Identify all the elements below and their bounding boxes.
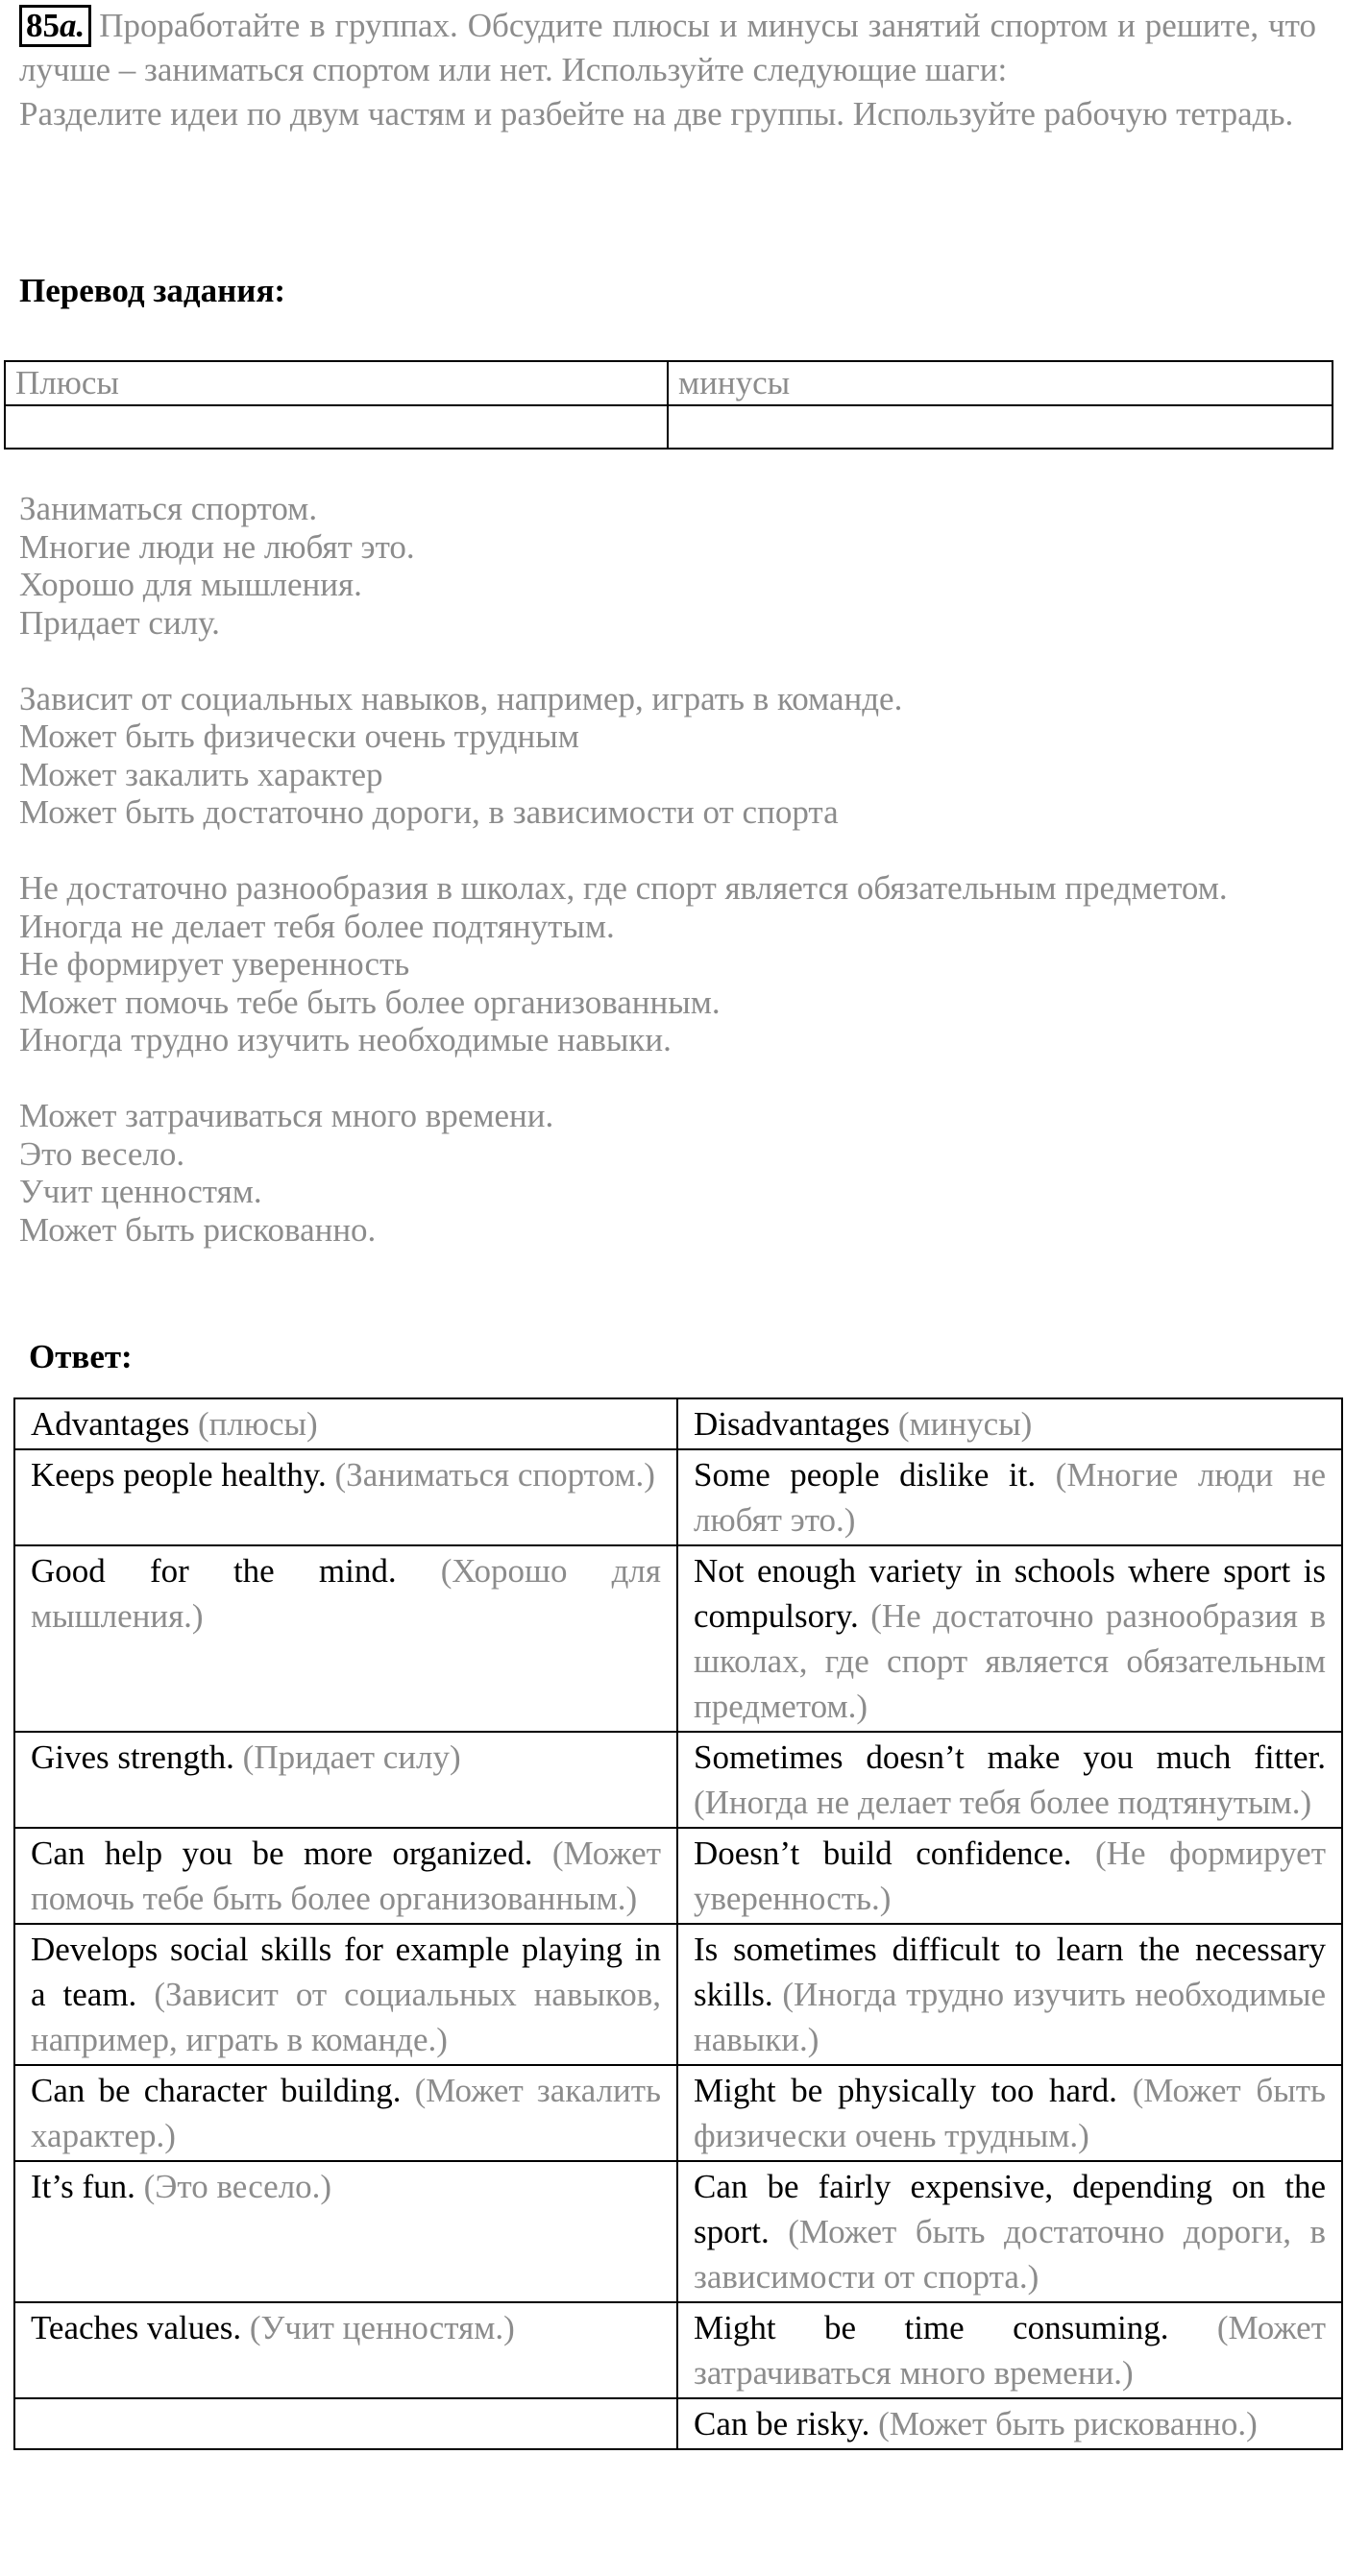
phrase: Иногда трудно изучить необходимые навыки. bbox=[19, 1021, 672, 1058]
disadvantage-translation: (Иногда не делает тебя более подтянутым.) bbox=[694, 1784, 1312, 1821]
task-number: 85 bbox=[26, 7, 60, 44]
phrase-group bbox=[19, 1097, 1316, 1249]
disadvantage-text: Some people dislike it. bbox=[694, 1456, 1037, 1494]
disadvantage-text: Sometimes doesn’t make you much fitter. bbox=[694, 1738, 1326, 1776]
table-row bbox=[14, 2302, 1342, 2398]
disadvantage-text: Doesn’t build confidence. bbox=[694, 1835, 1072, 1872]
advantage-translation: (Может закалить характер.) bbox=[31, 2072, 662, 2154]
answer-table-header bbox=[14, 1398, 1342, 1449]
phrase: Многие люди не любят это. bbox=[19, 527, 415, 566]
task-letter: a. bbox=[60, 7, 86, 44]
disadvantage-cell bbox=[677, 1545, 1342, 1732]
table-row bbox=[14, 2161, 1342, 2302]
disadvantage-text: Can be risky. bbox=[694, 2405, 870, 2442]
advantage-translation: (Заниматься спортом.) bbox=[334, 1456, 655, 1494]
task-instruction-2: Разделите идеи по двум частям и разбейте на две группы. Используйте рабочую тетрадь. bbox=[19, 95, 1294, 133]
disadvantage-cell bbox=[677, 1924, 1342, 2065]
advantage-translation: (Придает силу) bbox=[242, 1738, 461, 1776]
empty-cell bbox=[5, 405, 668, 449]
blank-pros-cons-table bbox=[4, 360, 1333, 450]
cons-header-cell: минусы bbox=[668, 361, 1333, 405]
advantage-cell bbox=[14, 2065, 677, 2161]
phrase: Может быть достаточно дороги, в зависимости от спорта bbox=[19, 793, 839, 831]
advantage-cell bbox=[14, 2302, 677, 2398]
advantage-text: Can be character building. bbox=[31, 2072, 402, 2109]
disadvantage-cell bbox=[677, 2161, 1342, 2302]
disadvantages-header bbox=[677, 1398, 1342, 1449]
task-instruction-1 bbox=[19, 4, 1316, 92]
empty-cell bbox=[668, 405, 1333, 449]
disadvantages-label-ru: (минусы) bbox=[897, 1405, 1033, 1443]
disadvantage-translation: (Не формирует уверенность.) bbox=[694, 1835, 1326, 1917]
advantage-cell bbox=[14, 1732, 677, 1828]
advantage-text: Develops social skills for example playing in a team. bbox=[31, 1931, 661, 2013]
phrase: Придает силу. bbox=[19, 603, 220, 642]
advantage-cell bbox=[14, 1924, 677, 2065]
advantage-translation: (Хорошо для мышления.) bbox=[31, 1552, 661, 1635]
phrase: Учит ценностям. bbox=[19, 1173, 262, 1210]
phrase: Может закалить характер bbox=[19, 755, 383, 793]
advantage-text: Good for the mind. bbox=[31, 1552, 397, 1590]
disadvantage-cell bbox=[677, 2065, 1342, 2161]
table-row bbox=[5, 361, 1333, 405]
disadvantage-text: Might be time consuming. bbox=[694, 2309, 1169, 2346]
disadvantage-translation: (Многие люди не любят это.) bbox=[694, 1456, 1326, 1539]
table-row bbox=[14, 1449, 1342, 1545]
disadvantage-cell bbox=[677, 2398, 1342, 2449]
disadvantage-translation: (Может быть рискованно.) bbox=[878, 2405, 1258, 2442]
phrase: Может быть физически очень трудным bbox=[19, 717, 579, 755]
table-row bbox=[14, 2398, 1342, 2449]
disadvantage-cell bbox=[677, 2302, 1342, 2398]
task-instruction-text-1: Проработайте в группах. Обсудите плюсы и минусы занятий спортом и решите, что лучше – заниматься спортом или нет. Используйте следующие шаги: bbox=[19, 7, 1316, 88]
advantage-cell bbox=[14, 2398, 677, 2449]
table-row bbox=[5, 405, 1333, 449]
advantage-text: Can help you be more organized. bbox=[31, 1835, 533, 1872]
disadvantage-translation: (Может затрачиваться много времени.) bbox=[694, 2309, 1326, 2392]
disadvantage-translation: (Не достаточно разнообразия в школах, где спорт является обязательным предметом.) bbox=[694, 1597, 1327, 1725]
answer-table bbox=[13, 1397, 1343, 2450]
phrase-group bbox=[19, 869, 1316, 1059]
advantage-cell bbox=[14, 2161, 677, 2302]
phrase: Не достаточно разнообразия в школах, где спорт является обязательным предметом. bbox=[19, 869, 1228, 907]
advantage-text: Gives strength. bbox=[31, 1738, 234, 1776]
disadvantage-translation: (Может быть физически очень трудным.) bbox=[694, 2072, 1326, 2154]
disadvantages-label: Disadvantages bbox=[694, 1405, 891, 1443]
disadvantage-text: Is sometimes difficult to learn the necessary skills. bbox=[694, 1931, 1326, 2013]
disadvantage-cell bbox=[677, 1449, 1342, 1545]
phrase: Может затрачиваться много времени. bbox=[19, 1097, 554, 1134]
phrase: Хорошо для мышления. bbox=[19, 566, 362, 603]
advantages-label: Advantages bbox=[31, 1405, 190, 1443]
advantage-cell bbox=[14, 1449, 677, 1545]
disadvantage-cell bbox=[677, 1732, 1342, 1828]
advantage-translation: (Учит ценностям.) bbox=[249, 2309, 515, 2346]
table-row bbox=[14, 2065, 1342, 2161]
disadvantage-translation: (Иногда трудно изучить необходимые навыки.) bbox=[694, 1976, 1326, 2058]
advantage-text: Teaches values. bbox=[31, 2309, 242, 2346]
pros-header-cell: Плюсы bbox=[5, 361, 668, 405]
phrase: Это весело. bbox=[19, 1134, 185, 1173]
translation-heading: Перевод задания: bbox=[19, 272, 286, 309]
advantages-label-ru: (плюсы) bbox=[197, 1405, 318, 1443]
table-row bbox=[14, 1732, 1342, 1828]
table-row bbox=[14, 1828, 1342, 1924]
phrase: Может быть рискованно. bbox=[19, 1210, 377, 1249]
phrase-group bbox=[19, 490, 1316, 642]
disadvantage-translation: (Может быть достаточно дороги, в зависимости от спорта.) bbox=[694, 2213, 1326, 2296]
phrase: Не формирует уверенность bbox=[19, 945, 410, 983]
answer-heading: Ответ: bbox=[29, 1338, 133, 1375]
table-row bbox=[14, 1924, 1342, 2065]
advantage-cell bbox=[14, 1828, 677, 1924]
task-intro bbox=[19, 4, 1316, 136]
disadvantage-text: Not enough variety in schools where sport is compulsory. bbox=[694, 1552, 1326, 1635]
disadvantage-text: Can be fairly expensive, depending on the sport. bbox=[694, 2168, 1326, 2250]
phrase: Зависит от социальных навыков, например, играть в команде. bbox=[19, 679, 903, 717]
advantages-header bbox=[14, 1398, 677, 1449]
advantage-text: Keeps people healthy. bbox=[31, 1456, 327, 1494]
phrase: Может помочь тебе быть более организованным. bbox=[19, 983, 721, 1021]
disadvantage-text: Might be physically too hard. bbox=[694, 2072, 1117, 2109]
advantage-text: It’s fun. bbox=[31, 2168, 135, 2205]
phrase-list bbox=[19, 490, 1316, 1249]
advantage-translation: (Зависит от социальных навыков, например, играть в команде.) bbox=[31, 1976, 661, 2058]
advantage-translation: (Может помочь тебе быть более организованным.) bbox=[31, 1835, 661, 1917]
task-number-badge bbox=[19, 5, 91, 47]
disadvantage-cell bbox=[677, 1828, 1342, 1924]
advantage-cell bbox=[14, 1545, 677, 1732]
phrase: Заниматься спортом. bbox=[19, 490, 318, 527]
advantage-translation: (Это весело.) bbox=[143, 2168, 332, 2205]
phrase-group bbox=[19, 680, 1316, 832]
phrase: Иногда не делает тебя более подтянутым. bbox=[19, 907, 615, 945]
table-row bbox=[14, 1545, 1342, 1732]
